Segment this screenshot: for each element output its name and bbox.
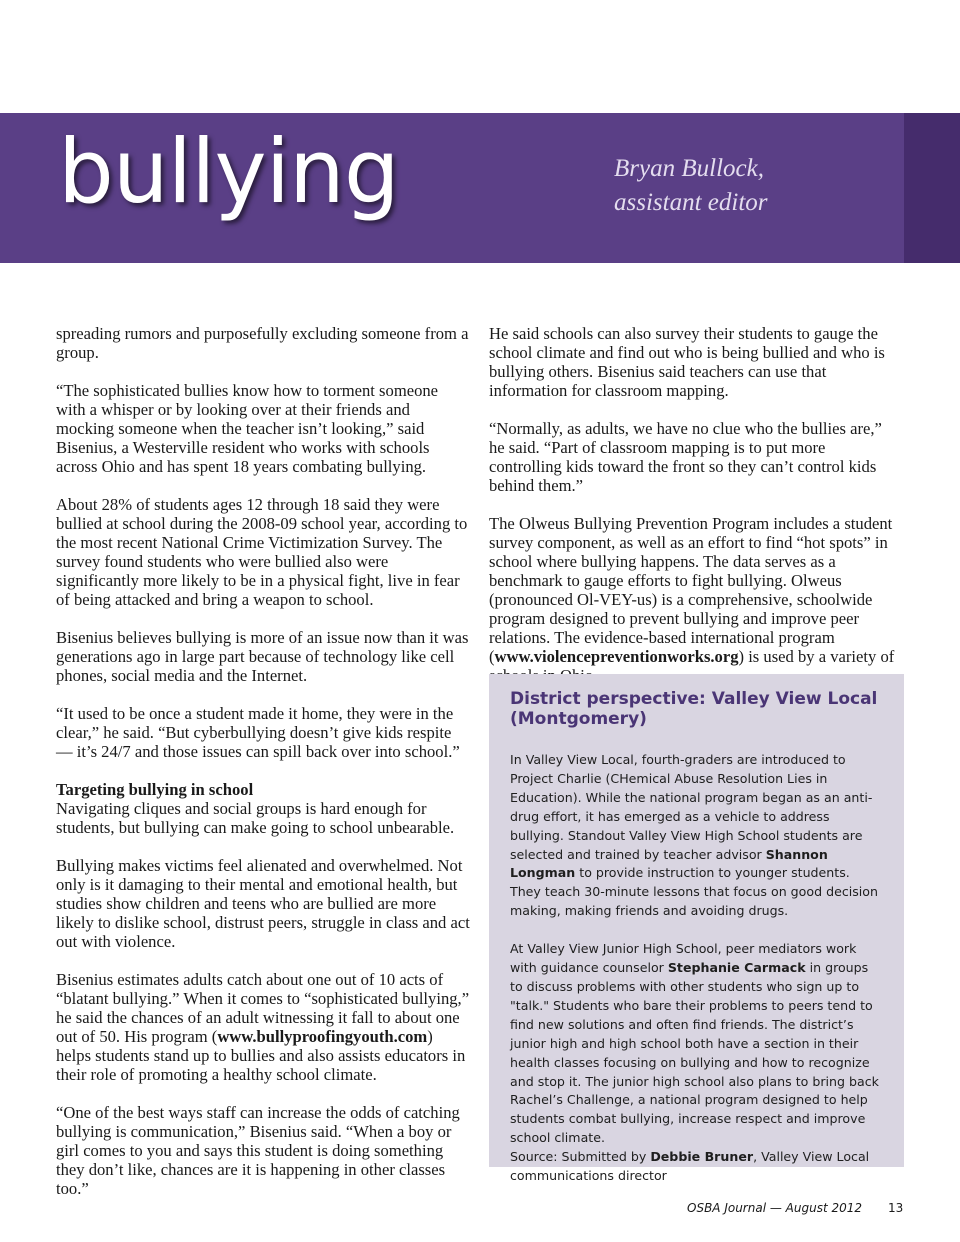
paragraph-text: ) is used by a variety of xyxy=(738,647,895,666)
paragraph xyxy=(489,514,899,685)
paragraph-text: The Olweus Bullying Prevention Program includes a student survey component, as well as an effort to find “hot spots” in school where bullying happens. The data serves as a benchmark to gauge efforts to fight bullying. Olweus (pronounced Ol-VEY-us) is a comprehensive, schoolwide program designed to prevent bullying and improve peer relations. The evidence-based international program ( xyxy=(489,514,893,666)
sidebar-text: to provide instruction to younger students. They teach 30-minute lessons that focus on good decision making, making friends and avoiding drugs. xyxy=(510,865,878,919)
section xyxy=(56,780,471,837)
paragraph: “It used to be once a student made it home, they were in the clear,” he said. “But cyberbullying doesn’t give kids respite — it’s 24/7 and those issues can spill back over into school.” xyxy=(56,704,460,761)
person-name: Debbie Bruner xyxy=(650,1149,754,1165)
link-violencepreventionworks[interactable]: www.violencepreventionworks.org xyxy=(494,647,739,666)
author-name: Bryan Bullock, xyxy=(614,155,764,182)
sidebar-text: in groups to discuss problems with other students who sign up to "talk." Students who bare their problems to peers tend to find new solutions and often find friends. The district’s junior high and high school both have a section in their health classes focusing on bullying and how to recognize and stop it. The junior high school also plans to bring back Rachel’s Challenge, a national program designed to help students combat bullying, increase respect and improve school climate. xyxy=(510,960,879,1146)
person-name: Stephanie Carmack xyxy=(667,960,806,976)
link-bullyproofingyouth[interactable]: www.bullyproofingyouth.com xyxy=(217,1027,428,1046)
district-perspective-sidebar xyxy=(489,674,904,1184)
paragraph-text: Navigating cliques and social groups is hard enough for students, but bullying can make going to school unbearable. xyxy=(56,799,455,837)
sidebar-title: District perspective: Valley View Local (Montgomery) xyxy=(510,689,878,729)
paragraph: Bisenius believes bullying is more of an issue now than it was generations ago in large part because of technology like cell phones, social media and the Internet. xyxy=(56,628,469,685)
sidebar-paragraph xyxy=(510,751,884,921)
footer-journal: OSBA Journal — August 2012 xyxy=(687,1201,863,1215)
sidebar-text: At Valley View Junior High School, peer mediators work with guidance counselor xyxy=(510,941,857,976)
paragraph: “Normally, as adults, we have no clue who the bullies are,” he said. “Part of classroom mapping is to put more controlling kids toward the front so they can’t control kids behind them.” xyxy=(489,419,882,495)
page-number: 13 xyxy=(888,1201,904,1215)
right-column xyxy=(489,324,899,704)
author-role: assistant editor xyxy=(614,189,768,216)
paragraph: Bullying makes victims feel alienated and overwhelmed. Not only is it damaging to their mental and emotional health, but studies show children and teens who are bullied are more likely to dislike school, distrust peers, struggle in class and act out with violence. xyxy=(56,856,470,951)
person-name: Shannon Longman xyxy=(510,846,828,881)
byline xyxy=(614,152,768,220)
paragraph: “One of the best ways staff can increase the odds of catching bullying is communication,” Bisenius said. “When a boy or girl comes to you and says this student is doing something they don’t like, chances are it is happening in other classes too.” xyxy=(56,1103,460,1198)
paragraph-text: ) helps students stand up to bullies and also assists educators in their role of promoting a healthy school climate. xyxy=(56,1027,466,1084)
paragraph: “The sophisticated bullies know how to torment someone with a whisper or by looking over at their friends and mocking someone when the teacher isn’t looking,” said Bisenius, a Westerville resident who works with schools across Ohio and has spent 18 years combating bullying. xyxy=(56,381,439,476)
sidebar-text: , Valley View Local communications director xyxy=(510,1149,870,1184)
subheading: Targeting bullying in school xyxy=(56,780,254,799)
paragraph-text: Bisenius estimates adults catch about one out of 10 acts of “blatant bullying.” When it comes to “sophisticated bullying,” he said the chances of an adult witnessing it fall to about one out of 50. His program ( xyxy=(56,970,470,1046)
paragraph: spreading rumors and purposefully excluding someone from a group. xyxy=(56,324,469,362)
sidebar-text: Source: Submitted by xyxy=(510,1149,651,1165)
paragraph: He said schools can also survey their students to gauge the school climate and find out who is being bullied and who is bullying others. Bisenius said teachers can use that information for classroom mapping. xyxy=(489,324,885,400)
sidebar-paragraph xyxy=(510,940,884,1148)
paragraph: About 28% of students ages 12 through 18 said they were bullied at school during the 2008-09 school year, according to the most recent National Crime Victimization Survey. The survey found students who were bullied also were significantly more likely to be in a physical fight, live in fear of being attacked and bring a weapon to school. xyxy=(56,495,468,609)
article-title: bullying xyxy=(58,120,399,223)
header-banner-edge xyxy=(904,113,960,263)
sidebar-text: In Valley View Local, fourth-graders are introduced to Project Charlie (CHemical Abuse Resolution Lies in Education). While the national program began as an anti-drug effort, it has emerged as a vehicle to address bullying. Standout Valley View High School students are selected and trained by teacher advisor xyxy=(510,752,873,862)
sidebar-source xyxy=(510,1148,884,1186)
paragraph xyxy=(56,970,471,1084)
left-column xyxy=(56,324,471,1217)
